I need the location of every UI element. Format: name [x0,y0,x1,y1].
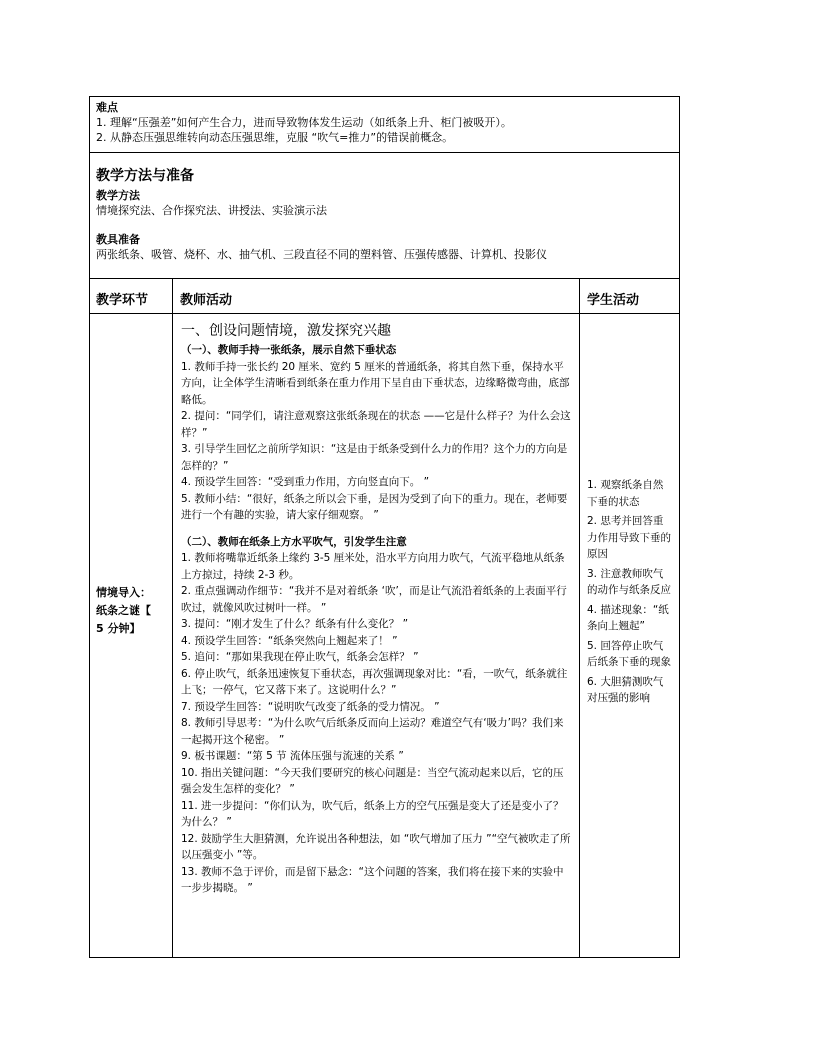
lesson-plan-table [89,96,680,957]
student-item: 2. 思考并回答重力作用导致下垂的原因 [587,515,671,560]
methods-text: 情境探究法、合作探究法、讲授法、实验演示法 [96,204,327,217]
step: 10. 指出关键问题：“今天我们要研究的核心问题是：当空气流动起来以后，它的压强会发生怎样的变化？ ” [181,766,564,795]
difficulty-item: 1. 理解“压强差”如何产生合力，进而导致物体发生运动（如纸条上升、柜门被吸开）。 [96,116,512,129]
teacher-activity-cell [173,314,580,957]
part2-title: （二）、教师在纸条上方水平吹气，引发学生注意 [181,535,407,548]
stage-line: 情境导入： [96,586,151,599]
header-stage: 教学环节 [96,293,149,308]
step: 12. 鼓励学生大胆猜测，允许说出各种想法，如 “吹气增加了压力 ”“空气被吹走了所以压强变小 ”等。 [181,832,571,861]
step: 3. 引导学生回忆之前所学知识：“这是由于纸条受到什么力的作用？这个力的方向是怎样的？” [181,443,568,472]
difficulty-item: 2. 从静态压强思维转向动态压强思维，克服 “吹气=推力”的错误前概念。 [96,131,454,144]
step: 1. 教师手持一张长约 20 厘米、宽约 5 厘米的普通纸条，将其自然下垂，保持水平方向，让全体学生清晰看到纸条在重力作用下呈自由下垂状态，边缘略微弯曲，底部略低。 [181,360,570,406]
step: 9. 板书课题：“第 5 节 流体压强与流速的关系 ” [181,750,404,762]
step: 7. 预设学生回答：“说明吹气改变了纸条的受力情况。 ” [181,700,440,713]
teacher-heading: 一、创设问题情境，激发探究兴趣 [181,323,391,339]
student-activity-cell [580,314,679,957]
table-body-row [90,314,679,957]
step: 4. 预设学生回答：“纸条突然向上翘起来了！ ” [181,634,398,647]
activities-section [89,278,680,958]
student-item: 3. 注意教师吹气的动作与纸条反应 [587,567,671,596]
stage-line: 纸条之谜【 [96,604,151,617]
methods-label: 教学方法 [96,189,140,202]
part1-title: （一）、教师手持一张纸条，展示自然下垂状态 [181,344,397,356]
difficulty-section [89,96,680,153]
header-student: 学生活动 [587,293,640,308]
step: 11. 进一步提问：“你们认为，吹气后，纸条上方的空气压强是变大了还是变小了？为什么？ ” [181,799,564,828]
student-item: 5. 回答停止吹气后纸条下垂的现象 [587,639,671,668]
step: 5. 教师小结：“很好，纸条之所以会下垂，是因为受到了向下的重力。现在，老师要进行一个有趣的实验，请大家仔细观察。 ” [181,492,568,521]
step: 5. 追问：“那如果我现在停止吹气，纸条会怎样？ ” [181,651,419,663]
student-item: 6. 大胆猜测吹气对压强的影响 [587,675,664,704]
methods-section [89,152,680,279]
difficulty-label: 难点 [96,101,118,114]
student-item: 4. 描述现象：“纸条向上翘起” [587,603,669,632]
tools-label: 教具准备 [96,233,140,246]
step: 2. 重点强调动作细节：“我并不是对着纸条 ‘吹’，而是让气流沿着纸条的上表面平行吹过，就像风吹过树叶一样。 ” [181,585,567,614]
stage-cell [90,314,173,957]
student-item: 1. 观察纸条自然下垂的状态 [587,479,664,508]
table-header-row [90,279,679,314]
stage-line: 5 分钟】 [96,622,141,635]
methods-section-title: 教学方法与准备 [96,168,194,184]
step: 6. 停止吹气，纸条迅速恢复下垂状态，再次强调现象对比：“看，一吹气，纸条就往上飞；一停气，它又落下来了。这说明什么？” [181,667,568,696]
step: 13. 教师不急于评价，而是留下悬念：“这个问题的答案，我们将在接下来的实验中一步步揭晓。 ” [181,865,564,894]
header-teacher: 教师活动 [180,293,233,308]
step: 2. 提问：“同学们，请注意观察这张纸条现在的状态 ——它是什么样子？为什么会这样？” [181,410,571,439]
step: 1. 教师将嘴靠近纸条上缘约 3-5 厘米处，沿水平方向用力吹气，气流平稳地从纸条上方掠过，持续 2-3 秒。 [181,552,565,581]
step: 3. 提问：“刚才发生了什么？纸条有什么变化？ ” [181,618,409,630]
step: 4. 预设学生回答：“受到重力作用，方向竖直向下。 ” [181,476,430,488]
tools-text: 两张纸条、吸管、烧杯、水、抽气机、三段直径不同的塑料管、压强传感器、计算机、投影仪 [96,248,547,261]
step: 8. 教师引导思考：“为什么吹气后纸条反而向上运动？难道空气有‘吸力’吗？我们来一起揭开这个秘密。 ” [181,717,564,746]
